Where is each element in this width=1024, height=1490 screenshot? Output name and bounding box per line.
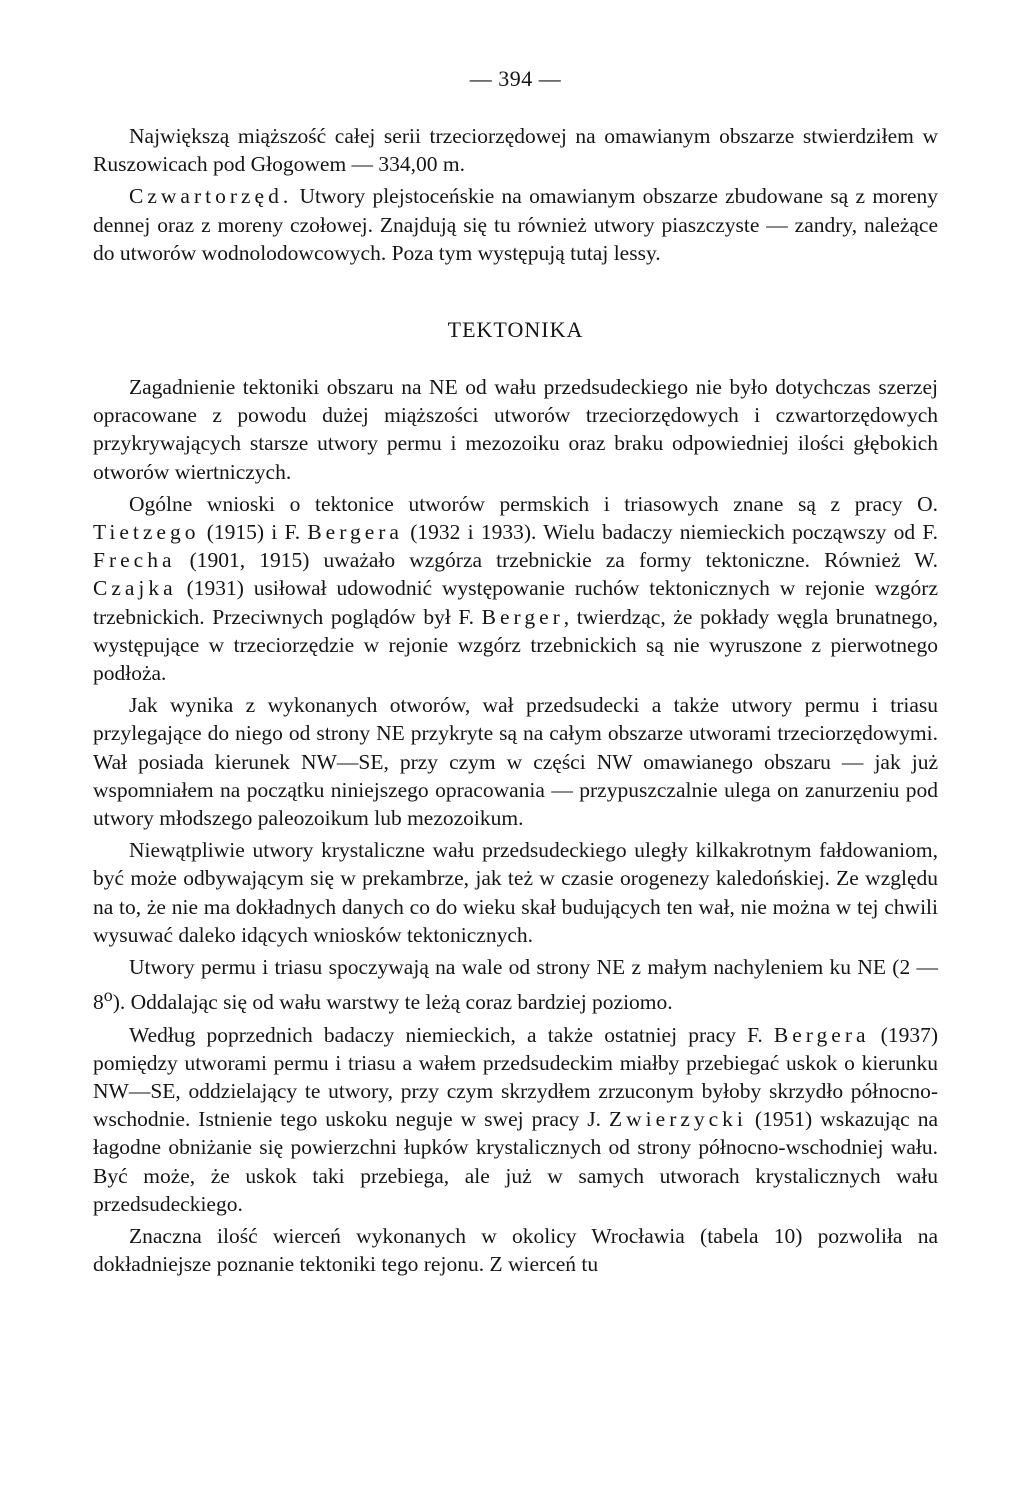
author-name: Tietzego — [93, 520, 200, 545]
paragraph-inclination — [93, 953, 938, 1017]
document-page — [93, 60, 938, 1282]
author-name: Bergera — [307, 520, 403, 545]
text-segment: ). Oddalając się od wału warstwy te leżą coraz bardziej poziomo. — [112, 990, 673, 1015]
text-segment: (1937) pomiędzy utworami permu i triasu a wałem przedsudeckim miałby przebiegać uskok o kierunku NW—SE, oddzielający te utwory, przy czym skrzydłem zrzuconym byłoby skrzydło północno-wschodnie. Istnienie tego uskoku neguje w swej pracy J. — [93, 1022, 938, 1132]
text-segment: Utwory permu i triasu spoczywają na wale od strony NE z małym nachyleniem ku NE (2 — 8 — [93, 955, 938, 1015]
paragraph-crystalline-folding: Niewątpliwie utwory krystaliczne wału przedsudeckiego uległy kilkakrotnym fałdowaniom, być może odbywającym się w prekambrze, jak też w czasie orogenezy kaledońskiej. Ze względu na to, że nie ma dokładnych danych co do wieku skał budujących ten wał, nie można w tej chwili wysuwać daleko idących wniosków tektonicznych. — [93, 838, 938, 947]
text-segment: Według poprzednich badaczy niemieckich, a także ostatniej pracy F. — [129, 1022, 774, 1047]
author-name: Czajka — [93, 576, 177, 601]
paragraph-rampart-cover: Jak wynika z wykonanych otworów, wał przedsudecki a także utwory permu i triasu przylegające do niego od strony NE przykryte są na całym obszarze utworami trzeciorzędowymi. Wał posiada kierunek NW—SE, przy czym w części NW omawianego obszaru — jak już wspomniałem na początku niniejszego opracowania — przypuszczalnie ulega on zanurzeniu pod utwory młodszego paleozoikum lub mezozoikum. — [93, 693, 938, 831]
paragraph-quaternary — [93, 182, 938, 267]
author-name: Frecha — [93, 548, 176, 573]
text-segment: (1915) i F. — [199, 520, 308, 545]
text-segment: , twierdząc, że pokłady węgla brunatnego, występujące w trzeciorzędzie w rejonie wzgórz trzebnickich są nie wyruszone z pierwotnego podłoża. — [93, 604, 938, 686]
degree-superscript: o — [103, 985, 113, 1006]
paragraph-wroclaw-drillings: Znaczna ilość wierceń wykonanych w okolicy Wrocławia (tabela 10) pozwoliła na dokładniejsze poznanie tektoniki tego rejonu. Z wierceń tu — [93, 1224, 938, 1277]
term-quaternary: Czwartorzęd. — [129, 184, 293, 209]
text-segment: (1901, 1915) uważało wzgórza trzebnickie za formy tektoniczne. Również W. — [175, 548, 938, 573]
paragraph-tectonics-intro: Zagadnienie tektoniki obszaru na NE od wału przedsudeckiego nie było dotychczas szerzej opracowane z powodu dużej miąższości utworów trzeciorzędowych i czwartorzędowych przykrywających starsze utwory permu i mezozoiku oraz braku odpowiedniej ilości głębokich otworów wiertniczych. — [93, 375, 938, 484]
paragraph-quaternary-text: Utwory plejstoceńskie na omawianym obszarze zbudowane są z moreny dennej oraz z moreny czołowej. Znajdują się tu również utwory piaszczyste — zandry, należące do utworów wodnolodowcowych. Poza tym występują tutaj lessy. — [93, 184, 938, 265]
paragraph-prior-research — [93, 490, 938, 687]
text-segment: Ogólne wnioski o tektonice utworów permskich i triasowych znane są z pracy O. — [129, 491, 938, 516]
author-name: Bergera — [773, 1022, 870, 1047]
paragraph-fault — [93, 1021, 938, 1218]
text-segment: (1932 i 1933). Wielu badaczy niemieckich począwszy od F. — [402, 520, 938, 545]
text-segment: (1951) wskazując na łagodne obniżanie się powierzchni łupków krystalicznych od strony północno-wschodniej wału. Być może, że uskok taki przebiega, ale już w samych utworach krystalicznych wału przedsudeckiego. — [93, 1107, 938, 1216]
text-segment: (1931) usiłował udowodnić występowanie ruchów tektonicznych w rejonie wzgórz trzebnickich. Przeciwnych poglądów był F. — [93, 576, 938, 629]
page-number: — 394 — — [469, 66, 562, 91]
author-name: Berger — [481, 604, 564, 629]
paragraph-thickness: Największą miąższość całej serii trzeciorzędowej na omawianym obszarze stwierdziłem w Ruszowicach pod Głogowem — 334,00 m. — [93, 124, 938, 177]
section-heading: TEKTONIKA — [447, 317, 584, 343]
author-name: Zwierzycki — [609, 1107, 747, 1132]
